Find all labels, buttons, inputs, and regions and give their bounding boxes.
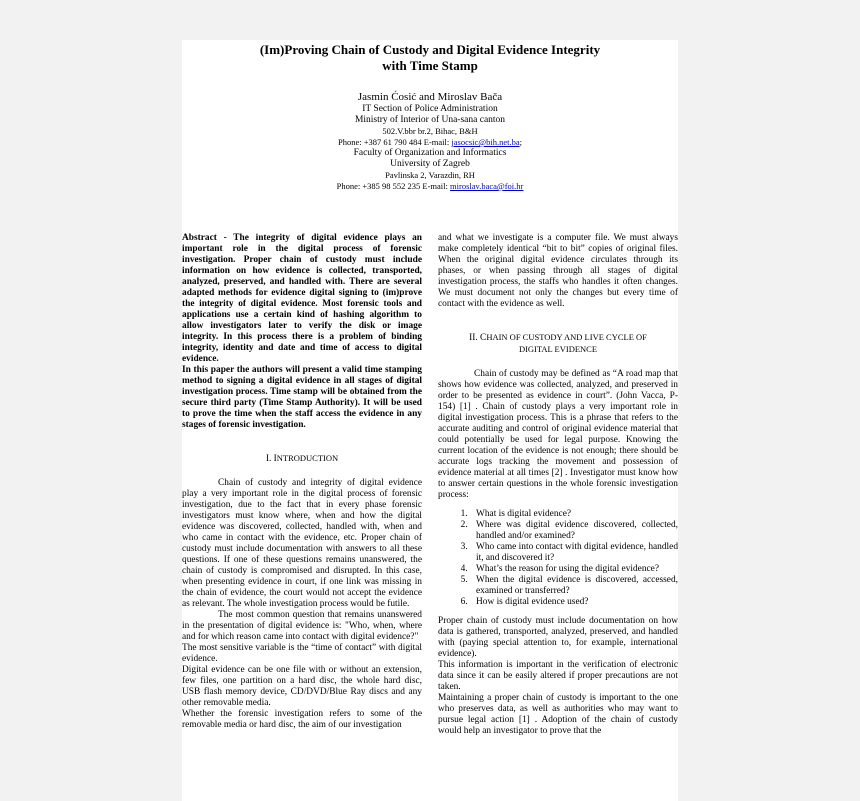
author-block — [182, 90, 678, 192]
section-heading-chain-of-custody — [438, 332, 678, 356]
section2-heading-line-2: DIGITAL EVIDENCE — [518, 344, 598, 354]
title-line-2: with Time Stamp — [382, 58, 478, 73]
affiliation-2-email-link[interactable]: miroslav.baca@foi.hr — [450, 181, 524, 191]
list-item: 4. What’s the reason for using the digital evidence? — [470, 564, 678, 575]
affiliation-2-line-2: University of Zagreb — [390, 159, 470, 169]
intro-paragraph-1: Chain of custody and integrity of digital evidence play a very important role in the digital process of forensic investigation, due to the fact that in every phase forensic investigators must know where, when and how the digital evidence was discovered, collected, handled with, when and who came in contact with the evidence, etc. Proper chain of custody must include documentation with answers to all these questions. If one of these questions remains unanswered, the chain of custody is compromised and disrupted. In this case, when presenting evidence in court, if one link was missing in the chain of evidence, the court would not accept the evidence as relevant. The whole investigation process would be futile. — [182, 478, 422, 609]
intro-paragraph-3: The most sensitive variable is the “time of contact” with digital evidence. — [182, 643, 422, 664]
abstract-paragraph-1: Abstract - The integrity of digital evidence plays an important role in the digital process of forensic investigation. Proper chain of custody must include information on how evidence is collected, transported, analyzed, preserved, and handled with. There are several adapted methods for evidence digital signing to (im)prove the integrity of digital evidence. Most forensic tools and applications use a certain kind of hashing algorithm to allow investigators later to verify the disk or image integrity. In this process there is a problem of binding integrity, identity and date and time of access to digital evidence. — [182, 233, 422, 364]
author-names: Jasmin Ćosić and Miroslav Bača — [357, 91, 503, 103]
question-list — [438, 509, 678, 608]
right-paragraph-5: Maintaining a proper chain of custody is important to the one who preserves data, as well as authorities who may want to pursue legal action [1] . Adoption of the chain of custody would help an investigator to prove that the — [438, 693, 678, 736]
list-item: 2. Where was digital evidence discovered, collected, handled and/or examined? — [470, 520, 678, 542]
affiliation-2-line-1: Faculty of Organization and Informatics — [353, 148, 507, 158]
affiliation-2-contact — [182, 181, 678, 192]
affiliation-1-phone: Phone: +387 61 790 484 E-mail: — [337, 137, 452, 147]
affiliation-2-address: Pavlinska 2, Varazdin, RH — [385, 170, 475, 180]
right-column — [438, 233, 678, 737]
intro-heading-text: NTRODUCTION — [276, 453, 339, 463]
title-line-1: (Im)Proving Chain of Custody and Digital Evidence Integrity — [259, 42, 601, 57]
affiliation-2-phone: Phone: +385 98 552 235 E-mail: — [336, 181, 451, 191]
affiliation-1-email-link[interactable]: jasocsic@bih.net.ba — [451, 137, 520, 147]
affiliation-1-contact — [182, 137, 678, 148]
intro-paragraph-5: Whether the forensic investigation refers to some of the removable media or hard disc, the aim of our investigation — [182, 709, 422, 730]
affiliation-1-line-1: IT Section of Police Administration — [362, 104, 498, 114]
list-item: 1. What is digital evidence? — [470, 509, 678, 520]
abstract-paragraph-2: In this paper the authors will present a valid time stamping method to signing a digital evidence in all stages of digital investigation process. Time stamp will be obtained from the secure third party (Time Stamp Authority). It will be used to prove the time when the staff access the evidence in any stages of forensic investigation. — [182, 365, 422, 430]
list-item: 6. How is digital evidence used? — [470, 597, 678, 608]
affiliation-1-address: 502.V.bbr br.2, Bihac, B&H — [382, 126, 478, 136]
affiliation-1-line-2: Ministry of Interior of Una-sana canton — [354, 115, 506, 125]
right-paragraph-4: This information is important in the verification of electronic data since it can be easily altered if proper precautions are not taken. — [438, 660, 678, 692]
intro-paragraph-2: The most common question that remains unanswered in the presentation of digital evidence is: "Who, when, where and for which reason came into contact with digital evidence?" — [182, 610, 422, 642]
section2-heading-text: HAIN OF CUSTODY AND LIVE CYCLE OF — [486, 332, 647, 342]
section-heading-introduction — [182, 453, 422, 465]
paper-title — [182, 42, 678, 74]
affiliation-1-suffix: ; — [519, 137, 523, 147]
right-paragraph-3: Proper chain of custody must include documentation on how data is gathered, transported, analyzed, preserved, and handled with (paying special attention to, for example, international evidence). — [438, 616, 678, 659]
intro-heading-number: I. I — [265, 454, 277, 464]
list-item: 5. When the digital evidence is discovered, accessed, examined or transferred? — [470, 575, 678, 597]
section2-heading-number: II. C — [469, 333, 487, 343]
paper-page — [182, 40, 678, 801]
right-paragraph-1: and what we investigate is a computer file. We must always make completely identical “bit to bit” copies of original files. When the original digital evidence circulates through its phases, or when passing through all stages of digital investigation process, the staffs who handles it often changes. We must document not only the changes but every time of contact with the evidence as well. — [438, 233, 678, 309]
right-paragraph-2: Chain of custody may be defined as “A road map that shows how evidence was collected, analyzed, and preserved in order to be presented as evidence in court”. (John Vacca, P-154) [1] . Chain of custody plays a very important role in digital investigation process. This is a phrase that refers to the accurate auditing and control of original evidence material that could potentially be used for legal purpose. Knowing the current location of the evidence is not enough; there should be accurate logs tracking the movement and possession of evidence material at all times [2] . Investigator must know how to answer certain questions in the whole forensic investigation process: — [438, 369, 678, 500]
list-item: 3. Who came into contact with digital evidence, handled it, and discovered it? — [470, 542, 678, 564]
intro-paragraph-4: Digital evidence can be one file with or without an extension, few files, one partition on a hard disc, the whole hard disc, USB flash memory device, CD/DVD/Blue Ray discs and any other removable media. — [182, 665, 422, 708]
left-column — [182, 233, 422, 731]
